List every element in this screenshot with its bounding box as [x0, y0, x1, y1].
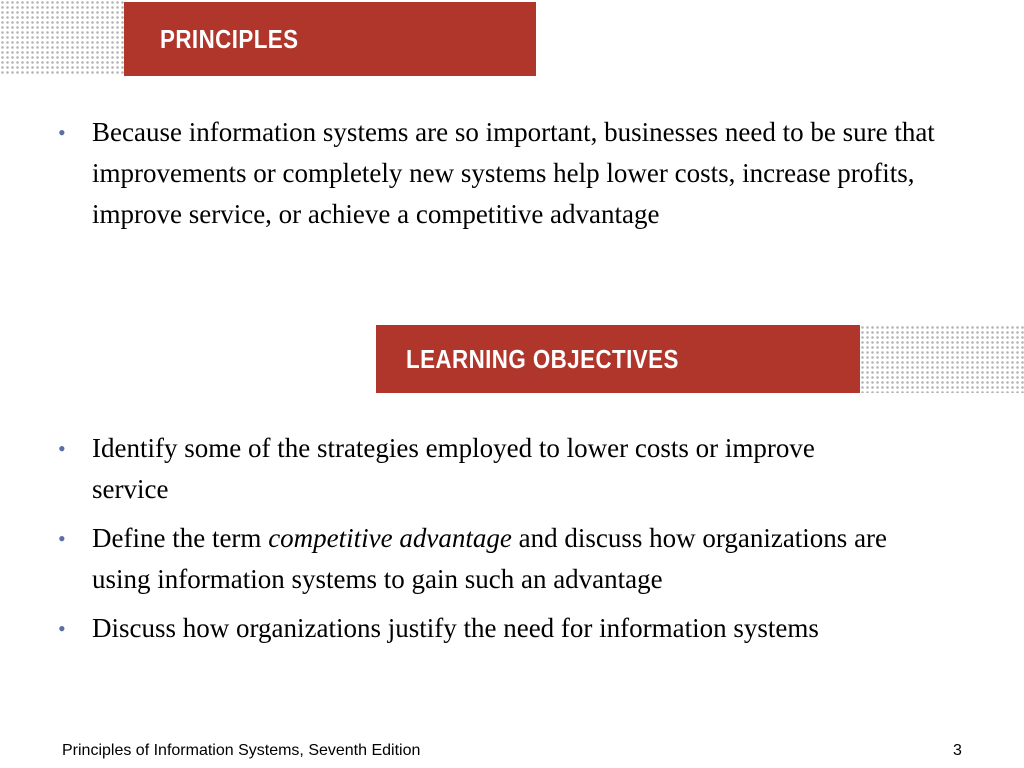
objective-text-2b: and discuss how organizations are using information systems to gain such an advantage [92, 523, 888, 594]
objectives-banner [376, 325, 860, 393]
principles-heading: PRINCIPLES [160, 2, 298, 76]
objective-text-2a: Define the term [92, 523, 269, 553]
objective-item-2 [56, 518, 896, 600]
objective-text-1: Identify some of the strategies employed to lower costs or improve service [92, 433, 815, 504]
objectives-list [56, 428, 896, 649]
principles-item: • Because information systems are so important, businesses need to be sure that improvements or completely new systems help lower costs, increase profits, improve service, or achieve a competitive advantage [56, 112, 976, 235]
objective-term: competitive advantage [268, 523, 512, 553]
principles-dot-pattern [0, 0, 124, 76]
objective-item-3 [56, 608, 896, 649]
principles-list [56, 112, 976, 235]
objective-item-1 [56, 428, 896, 510]
objectives-heading: LEARNING OBJECTIVES [406, 325, 679, 393]
principles-banner [124, 2, 536, 76]
objectives-dot-pattern [860, 325, 1024, 393]
page-number: 3 [953, 742, 962, 759]
objective-text-3: Discuss how organizations justify the need for information systems [92, 613, 819, 643]
footer-title: Principles of Information Systems, Seventh Edition [62, 742, 421, 759]
